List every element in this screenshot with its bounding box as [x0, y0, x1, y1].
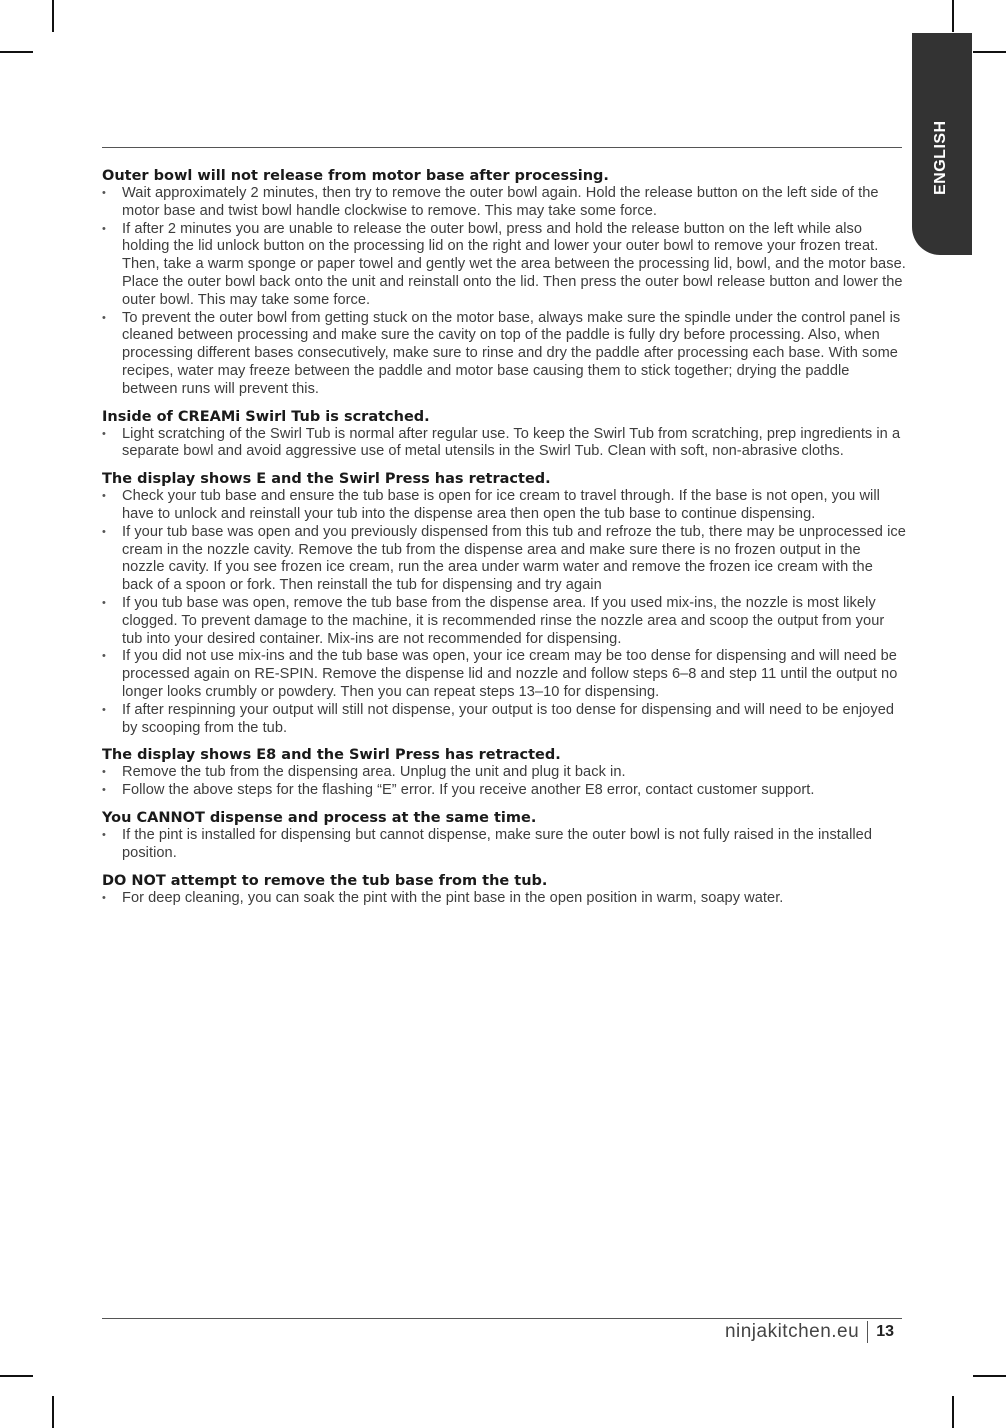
crop-mark [0, 1375, 33, 1377]
crop-mark [973, 1375, 1006, 1377]
top-divider [102, 147, 902, 148]
bullet-icon: • [102, 784, 106, 797]
section-heading: DO NOT attempt to remove the tub base from the tub. [102, 872, 548, 889]
list-item-text: If you tub base was open, remove the tub base from the dispense area. If you used mix-ins, the nozzle is most likely clogged. To prevent damage to the machine, it is recommended rinse the nozzle area and scoop the output from your tub into your desired container. Mix-ins are not recommended for dispensing. [122, 594, 885, 647]
list-item [102, 764, 907, 782]
language-tab-label: ENGLISH [932, 120, 949, 195]
list-item [102, 488, 907, 524]
list-item-text: If your tub base was open and you previously dispensed from this tub and refroze the tub, there may be unprocessed ice cream in the nozzle cavity. Remove the tub from the dispense area and make sure there is no frozen output in the nozzle cavity. If you see frozen ice cream, run the area under warm water and remove the frozen ice cream with the back of a spoon or fork. Then reinstall the tub for dispensing and try again [122, 523, 906, 594]
bullet-icon: • [102, 596, 106, 609]
list-item [102, 221, 907, 310]
list-item [102, 827, 907, 863]
list-item [102, 890, 907, 908]
section-heading: Inside of CREAMi Swirl Tub is scratched. [102, 408, 430, 425]
list-item [102, 782, 907, 800]
bullet-icon: • [102, 311, 106, 324]
bullet-icon: • [102, 650, 106, 663]
crop-mark [973, 51, 1006, 53]
footer-website: ninjakitchen.eu [724, 1321, 860, 1342]
bullet-icon: • [102, 187, 106, 199]
list-item [102, 524, 907, 595]
list-item-text: If after 2 minutes you are unable to release the outer bowl, press and hold the release button on the left while also holding the lid unlock button on the processing lid on the right and lower your outer bowl to remove your frozen treat. Then, take a warm sponge or paper towel and gently wet the area between the processing lid, bowl, and the motor base. Place the outer bowl back onto the unit and reinstall onto the lid. Then press the outer bowl release button and lower the outer bowl. This may take some force. [122, 220, 906, 308]
crop-mark [952, 1396, 954, 1428]
bullet-icon: • [102, 222, 106, 235]
bullet-list [102, 827, 907, 863]
section-heading: The display shows E8 and the Swirl Press has retracted. [102, 747, 561, 764]
troubleshooting-section [102, 746, 907, 800]
bullet-list [102, 426, 907, 462]
section-heading: You CANNOT dispense and process at the same time. [102, 809, 537, 826]
bullet-list [102, 890, 907, 908]
list-item [102, 310, 907, 399]
crop-mark [952, 0, 954, 32]
bullet-list [102, 488, 907, 737]
troubleshooting-section [102, 809, 907, 863]
bullet-icon: • [102, 490, 106, 503]
list-item-text: Wait approximately 2 minutes, then try to remove the outer bowl again. Hold the release button on the left side of the motor base and twist bowl handle clockwise to remove. This may take some force. [122, 185, 879, 219]
list-item-text: If the pint is installed for dispensing but cannot dispense, make sure the outer bowl is not fully raised in the installed position. [122, 826, 872, 861]
bullet-icon: • [102, 703, 106, 716]
bullet-icon: • [102, 766, 106, 779]
page-number: 13 [876, 1323, 894, 1340]
list-item-text: To prevent the outer bowl from getting stuck on the motor base, always make sure the spindle under the control panel is cleaned between processing and make sure the cavity on top of the paddle is fully dry before processing. Also, when processing different bases consecutively, make sure to rinse and dry the paddle after processing each base. With some recipes, water may freeze between the paddle and motor base causing them to stick together; drying the paddle between runs will prevent this. [122, 309, 901, 397]
bullet-icon: • [102, 525, 106, 538]
list-item-text: Follow the above steps for the flashing “E” error. If you receive another E8 error, contact customer support. [122, 782, 815, 799]
bullet-list [102, 764, 907, 800]
section-heading: The display shows E and the Swirl Press has retracted. [102, 471, 551, 488]
troubleshooting-section [102, 167, 907, 399]
crop-mark [52, 1396, 54, 1428]
list-item [102, 426, 907, 462]
section-heading: Outer bowl will not release from motor base after processing. [102, 168, 609, 184]
list-item-text: Remove the tub from the dispensing area. Unplug the unit and plug it back in. [122, 764, 626, 781]
page-footer [725, 1318, 894, 1346]
bullet-list [102, 185, 907, 399]
troubleshooting-section [102, 872, 907, 908]
troubleshooting-section [102, 470, 907, 737]
list-item [102, 648, 907, 701]
list-item-text: Light scratching of the Swirl Tub is normal after regular use. To keep the Swirl Tub from scratching, prep ingredients in a separate bowl and avoid aggressive use of metal utensils in the Swirl Tub. Clean with soft, non-abrasive cloths. [122, 425, 901, 460]
bullet-icon: • [102, 891, 106, 904]
crop-mark [0, 51, 33, 53]
bullet-icon: • [102, 828, 106, 841]
troubleshooting-section [102, 408, 907, 462]
list-item [102, 702, 907, 738]
list-item-text: If after respinning your output will still not dispense, your output is too dense for dispensing and will need to be enjoyed by scooping from the tub. [122, 701, 895, 736]
list-item-text: If you did not use mix-ins and the tub base was open, your ice cream may be too dense for dispensing and will need be processed again on RE-SPIN. Remove the dispense lid and nozzle and follow steps 6–8 and step 11 until the output no longer looks crumbly or powdery. Then you can repeat steps 13–10 for dispensing. [122, 648, 898, 700]
list-item [102, 595, 907, 648]
list-item [102, 185, 907, 221]
list-item-text: Check your tub base and ensure the tub base is open for ice cream to travel through. If the base is not open, you will have to unlock and reinstall your tub into the dispense area then open the tub base to continue dispensing. [122, 488, 880, 522]
crop-mark [52, 0, 54, 32]
list-item-text: For deep cleaning, you can soak the pint with the pint base in the open position in warm, soapy water. [122, 889, 784, 906]
bullet-icon: • [102, 427, 106, 440]
troubleshooting-content [102, 167, 907, 916]
